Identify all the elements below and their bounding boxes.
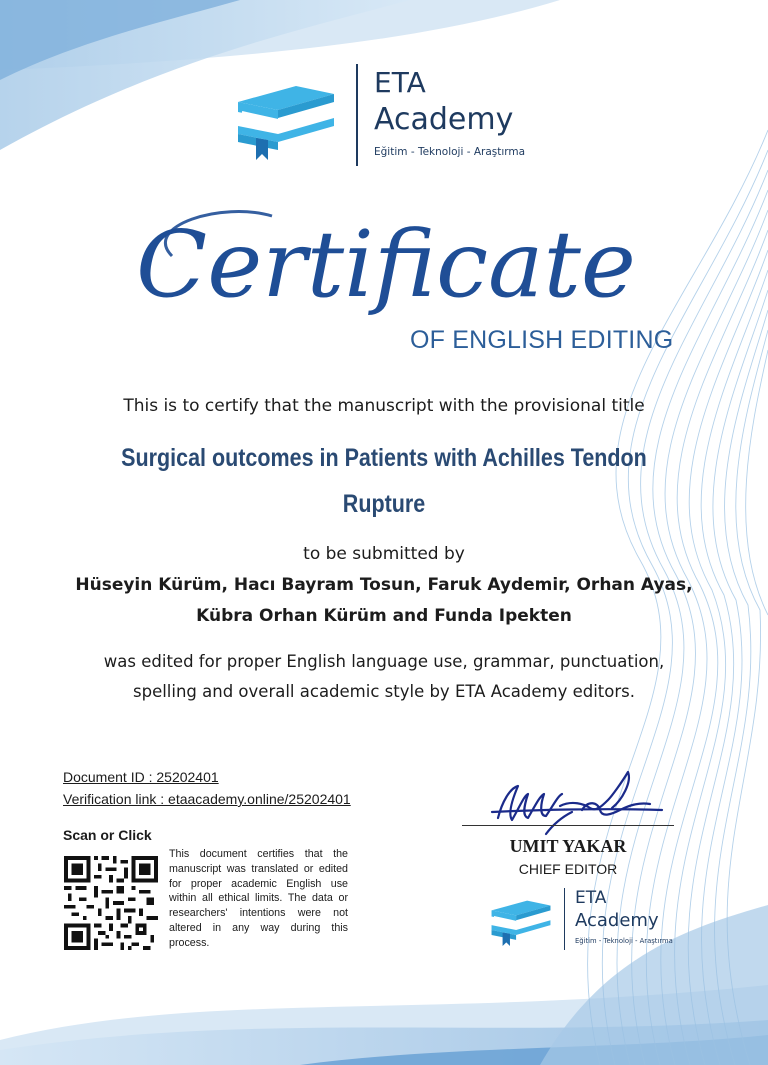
qr-code[interactable] [64, 856, 158, 950]
books-icon [234, 72, 338, 160]
logo-divider [564, 888, 565, 950]
authors-line2: Kübra Orhan Kürüm and Funda Ipekten [196, 606, 572, 626]
disclaimer-text: This document certifies that the manuscript was translated or edited for proper academic English use within all ethical limits. The data or researchers' intentions were not altered in any way during this process. [169, 848, 348, 949]
logo-tagline: Eğitim - Teknoloji - Araştırma [374, 146, 526, 158]
edited-statement-line2: spelling and overall academic style by ETA Academy editors. [133, 682, 635, 701]
eta-academy-logo [234, 64, 554, 168]
edited-statement-line1: was edited for proper English language use, grammar, punctuation, [103, 652, 665, 671]
certificate-subtitle: OF ENGLISH EDITING [410, 326, 674, 354]
signer-name: UMIT YAKAR [509, 836, 627, 856]
manuscript-title-line2: Rupture [342, 490, 426, 518]
books-icon [489, 892, 553, 946]
scan-label: Scan or Click [63, 827, 152, 843]
intro-text: This is to certify that the manuscript with the provisional title [123, 396, 645, 416]
signature-line [462, 825, 674, 826]
authors-line1: Hüseyin Kürüm, Hacı Bayram Tosun, Faruk Aydemir, Orhan Ayas, [75, 575, 693, 595]
logo-name-academy: Academy [575, 910, 659, 931]
document-id: Document ID : 25202401 [63, 769, 219, 785]
verification-link[interactable]: Verification link : etaacademy.online/25202401 [63, 791, 351, 807]
logo-name-eta: ETA [575, 888, 607, 908]
logo-divider [356, 64, 358, 166]
certificate-title [132, 196, 652, 326]
manuscript-title-line1: Surgical outcomes in Patients with Achilles Tendon [121, 444, 647, 472]
logo-name-eta: ETA [374, 66, 426, 99]
signature-image [462, 760, 674, 840]
logo-name-academy: Academy [374, 102, 514, 137]
logo-tagline: Eğitim - Teknoloji - Araştırma [575, 937, 673, 945]
signer-role: CHIEF EDITOR [518, 861, 618, 877]
certificate-title-text: Certificate [136, 211, 636, 318]
submitted-by-text: to be submitted by [303, 544, 465, 564]
eta-academy-logo-small [489, 888, 689, 950]
